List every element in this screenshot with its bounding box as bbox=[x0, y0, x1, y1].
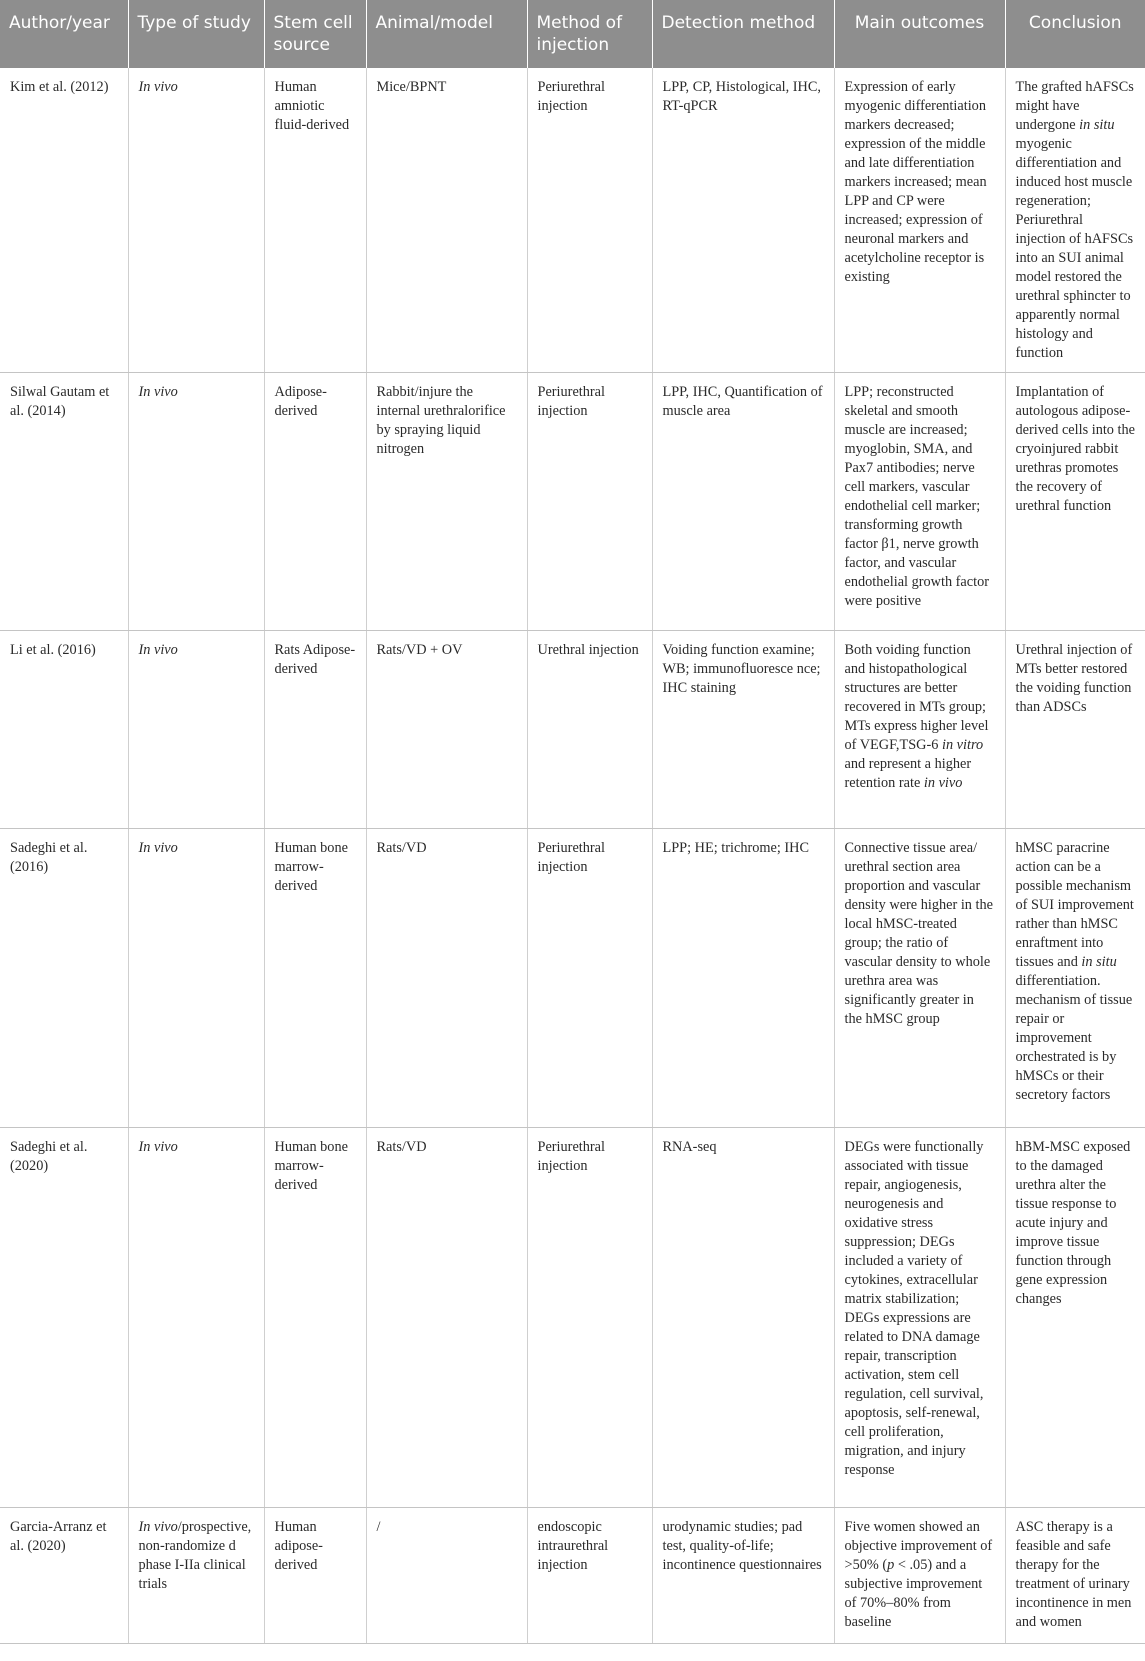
outcomes-text: Both voiding function and histopathological structures are better recovered in MTs group; MTs express higher level of VEGF,TSG-6 bbox=[844, 642, 989, 753]
cell-type: In vivo bbox=[128, 68, 264, 373]
cell-author: Kim et al. (2012) bbox=[0, 68, 128, 373]
header-row bbox=[0, 0, 1145, 68]
conclusion-text: hMSC paracrine action can be a possible mechanism of SUI improvement rather than hMSC enraftment into tissues and bbox=[1015, 840, 1134, 970]
table-row bbox=[0, 1128, 1145, 1508]
cell-conclusion bbox=[1005, 829, 1145, 1128]
outcomes-text: < .05) and a subjective improvement of 70%–80% from baseline bbox=[844, 1557, 983, 1630]
cell-source: Rats Adipose-derived bbox=[264, 631, 366, 829]
cell-author: Sadeghi et al. (2020) bbox=[0, 1128, 128, 1508]
cell-outcomes bbox=[834, 631, 1005, 829]
cell-method: endoscopic intraurethral injection bbox=[527, 1508, 652, 1644]
cell-type: In vivo bbox=[128, 373, 264, 631]
outcomes-text: Five women showed an objective improvement of >50% ( bbox=[844, 1519, 993, 1573]
cell-conclusion: hBM-MSC exposed to the damaged urethra alter the tissue response to acute injury and improve tissue function through gene expression changes bbox=[1005, 1128, 1145, 1508]
cell-method: Periurethral injection bbox=[527, 373, 652, 631]
cell-detection: LPP; HE; trichrome; IHC bbox=[652, 829, 834, 1128]
cell-conclusion bbox=[1005, 68, 1145, 373]
cell-method: Periurethral injection bbox=[527, 1128, 652, 1508]
cell-outcomes: DEGs were functionally associated with tissue repair, angiogenesis, neurogenesis and oxidative stress suppression; DEGs included a variety of cytokines, extracellular matrix stabilization; DEGs expressions are related to DNA damage repair, transcription activation, stem cell regulation, cell survival, apoptosis, self-renewal, cell proliferation, migration, and injury response bbox=[834, 1128, 1005, 1508]
cell-type: In vivo bbox=[128, 829, 264, 1128]
cell-detection: Voiding function examine; WB; immunofluoresce nce; IHC staining bbox=[652, 631, 834, 829]
cell-source: Human amniotic fluid-derived bbox=[264, 68, 366, 373]
cell-conclusion: ASC therapy is a feasible and safe therapy for the treatment of urinary incontinence in men and women bbox=[1005, 1508, 1145, 1644]
header-stem-cell-source: Stem cell source bbox=[264, 0, 366, 68]
cell-type: In vivo bbox=[128, 1128, 264, 1508]
cell-detection: RNA-seq bbox=[652, 1128, 834, 1508]
cell-detection: LPP, CP, Histological, IHC, RT-qPCR bbox=[652, 68, 834, 373]
conclusion-italic-term: in situ bbox=[1081, 954, 1117, 970]
header-method-of-injection: Method of injection bbox=[527, 0, 652, 68]
type-text: /prospective, non-randomize d phase I-IIa clinical trials bbox=[138, 1519, 252, 1592]
cell-author: Li et al. (2016) bbox=[0, 631, 128, 829]
cell-source: Human bone marrow-derived bbox=[264, 1128, 366, 1508]
cell-animal: Rats/VD bbox=[366, 1128, 527, 1508]
cell-author: Garcia-Arranz et al. (2020) bbox=[0, 1508, 128, 1644]
header-author-year: Author/year bbox=[0, 0, 128, 68]
cell-outcomes: Expression of early myogenic differentiation markers decreased; expression of the middle and late differentiation markers increased; mean LPP and CP were increased; expression of neuronal markers and acetylcholine receptor is existing bbox=[834, 68, 1005, 373]
header-main-outcomes: Main outcomes bbox=[834, 0, 1005, 68]
cell-type bbox=[128, 1508, 264, 1644]
cell-detection: LPP, IHC, Quantification of muscle area bbox=[652, 373, 834, 631]
outcomes-italic-term: in vivo bbox=[923, 775, 963, 791]
table-row bbox=[0, 1508, 1145, 1644]
header-type-of-study: Type of study bbox=[128, 0, 264, 68]
header-animal-model: Animal/model bbox=[366, 0, 527, 68]
conclusion-text: differentiation. mechanism of tissue repair or improvement orchestrated is by hMSCs or their secretory factors bbox=[1015, 973, 1133, 1103]
cell-animal: Rabbit/injure the internal urethralorifice by spraying liquid nitrogen bbox=[366, 373, 527, 631]
cell-animal: Rats/VD + OV bbox=[366, 631, 527, 829]
cell-animal: Mice/BPNT bbox=[366, 68, 527, 373]
cell-conclusion: Urethral injection of MTs better restored the voiding function than ADSCs bbox=[1005, 631, 1145, 829]
cell-method: Urethral injection bbox=[527, 631, 652, 829]
outcomes-italic-term: in vitro bbox=[941, 737, 984, 753]
cell-method: Periurethral injection bbox=[527, 829, 652, 1128]
table-body bbox=[0, 68, 1145, 1644]
conclusion-text: myogenic differentiation and induced host muscle regeneration; Periurethral injection of hAFSCs into an SUI animal model restored the urethral sphincter to apparently normal histology and function bbox=[1015, 136, 1134, 361]
cell-author: Sadeghi et al. (2016) bbox=[0, 829, 128, 1128]
cell-method: Periurethral injection bbox=[527, 68, 652, 373]
header-detection-method: Detection method bbox=[652, 0, 834, 68]
table-row bbox=[0, 631, 1145, 829]
cell-outcomes bbox=[834, 1508, 1005, 1644]
header-conclusion: Conclusion bbox=[1005, 0, 1145, 68]
conclusion-text: The grafted hAFSCs might have undergone bbox=[1015, 79, 1134, 133]
cell-source: Human bone marrow-derived bbox=[264, 829, 366, 1128]
table-row bbox=[0, 68, 1145, 373]
table-header bbox=[0, 0, 1145, 68]
cell-author: Silwal Gautam et al. (2014) bbox=[0, 373, 128, 631]
outcomes-italic-term: p bbox=[887, 1557, 895, 1573]
type-italic-term: In vivo bbox=[138, 1519, 178, 1535]
cell-animal: / bbox=[366, 1508, 527, 1644]
conclusion-italic-term: in situ bbox=[1079, 117, 1115, 133]
cell-source: Adipose-derived bbox=[264, 373, 366, 631]
cell-outcomes: Connective tissue area/ urethral section area proportion and vascular density were higher in the local hMSC-treated group; the ratio of vascular density to whole urethra area was significantly greater in the hMSC group bbox=[834, 829, 1005, 1128]
outcomes-text: and represent a higher retention rate bbox=[844, 756, 972, 791]
cell-conclusion: Implantation of autologous adipose-derived cells into the cryoinjured rabbit urethras promotes the recovery of urethral function bbox=[1005, 373, 1145, 631]
table-row bbox=[0, 373, 1145, 631]
cell-outcomes: LPP; reconstructed skeletal and smooth muscle are increased; myoglobin, SMA, and Pax7 antibodies; nerve cell markers, vascular endothelial cell marker; transforming growth factor β1, nerve growth factor, and vascular endothelial growth factor were positive bbox=[834, 373, 1005, 631]
cell-source: Human adipose-derived bbox=[264, 1508, 366, 1644]
cell-animal: Rats/VD bbox=[366, 829, 527, 1128]
cell-detection: urodynamic studies; pad test, quality-of-life; incontinence questionnaires bbox=[652, 1508, 834, 1644]
table-row bbox=[0, 829, 1145, 1128]
cell-type: In vivo bbox=[128, 631, 264, 829]
